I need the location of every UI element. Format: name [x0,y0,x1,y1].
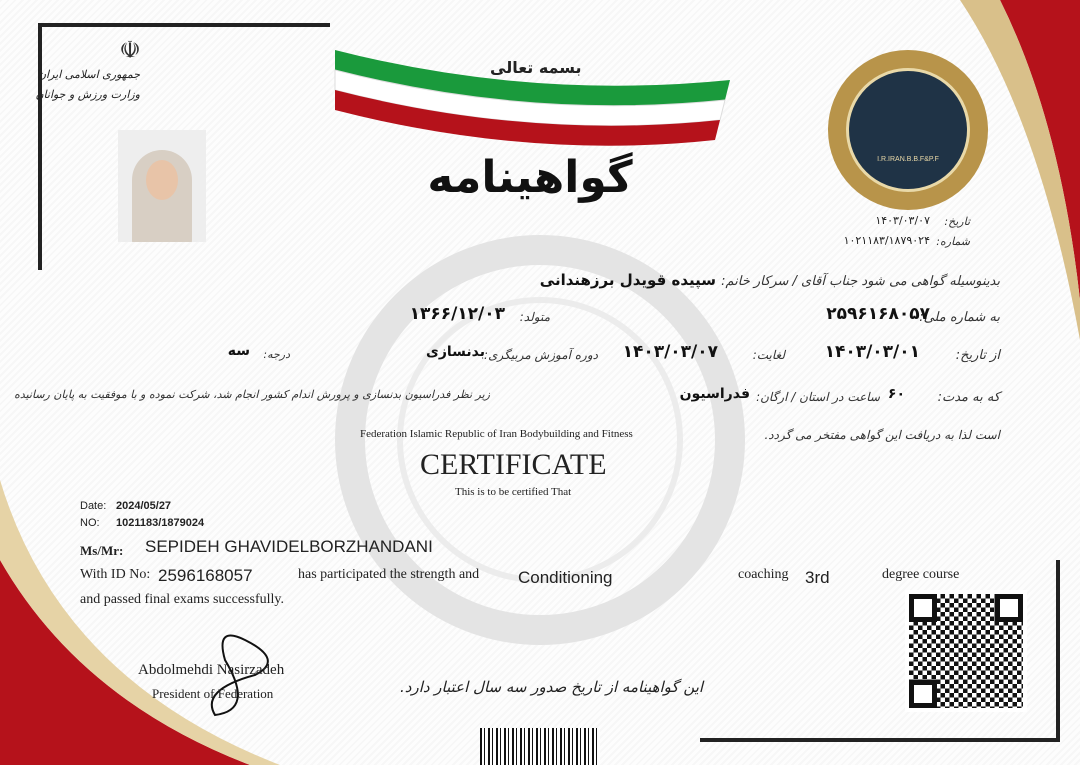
en-passed: and passed final exams successfully. [80,592,284,607]
fa-duration-label: که به مدت: [937,390,1000,405]
fa-duration: ۶۰ [887,386,905,402]
fa-supervision: زیر نظر فدراسیون بدنسازی و پرورش اندام کشور انجام شد، شرکت نموده و با موفقیت به پایان رسانیده [14,388,490,401]
fa-to-label: لغایت: [752,348,785,362]
fa-course-label: دوره آموزش مربیگری: [484,348,598,362]
fa-from: ۱۴۰۳/۰۳/۰۱ [824,342,920,362]
en-no: 1021183/1879024 [116,517,205,529]
fa-national-id: ۲۵۹۶۱۶۸۰۵۷ [826,304,930,324]
fa-birth-label: متولد: [519,310,550,324]
bismillah: بسمه تعالی [490,58,582,77]
fa-birth: ۱۳۶۶/۱۲/۰۳ [409,304,505,324]
fa-course: بدنسازی [426,344,485,360]
fa-number-label: شماره: [936,235,970,248]
signature-title: President of Federation [152,686,274,701]
fa-national-id-label: به شماره ملی: [919,310,1000,325]
en-coaching: coaching [738,567,789,582]
en-id-label: With ID No: [80,567,151,582]
en-id: 2596168057 [158,566,253,585]
iran-emblem-icon: ☫ [119,38,141,64]
signature-name: Abdolmehdi Nasirzadeh [138,662,285,678]
fa-degree-label: درجه: [263,348,290,361]
qr-code [905,590,1027,712]
holder-photo [118,130,206,242]
fa-closing: است لذا به دریافت این گواهی مفتخر می گردد. [764,428,1000,442]
fa-to: ۱۴۰۳/۰۳/۰۷ [622,342,718,362]
en-participated: has participated the strength and [298,567,480,582]
en-name-label: Ms/Mr: [80,543,124,558]
en-course: Conditioning [518,568,613,587]
fa-degree: سه [227,343,250,359]
flag-ribbon [330,40,740,150]
en-date-label: Date: [80,500,107,512]
fa-number: ۱۰۲۱۱۸۳/۱۸۷۹۰۲۴ [843,234,930,247]
fa-org: فدراسیون [679,386,750,402]
en-degree-course: degree course [882,567,960,582]
ministry-line1: جمهوری اسلامی ایران [37,68,140,81]
fa-from-label: از تاریخ: [955,348,1000,363]
fa-validity: این گواهینامه از تاریخ صدور سه سال اعتبار دارد. [400,678,704,696]
seal-text: I.R.IRAN.B.B.F&P.F [877,156,939,163]
federation-seal [828,50,988,210]
en-subtitle: This is to be certified That [455,486,572,498]
fa-date: ۱۴۰۳/۰۳/۰۷ [875,214,930,227]
fa-hours-label: ساعت در استان / ارگان: [756,390,880,404]
fa-date-label: تاریخ: [944,215,970,228]
en-name: SEPIDEH GHAVIDELBORZHANDANI [145,537,433,556]
fa-name: سپیده قویدل برزهندانی [539,271,717,289]
en-federation: Federation Islamic Republic of Iran Bodybuilding and Fitness [360,428,633,440]
en-no-label: NO: [80,517,100,529]
en-degree: 3rd [805,568,830,587]
en-title: CERTIFICATE [420,448,607,481]
page-title: گواهینامه [427,152,633,203]
en-date: 2024/05/27 [116,500,172,512]
fa-intro: بدینوسیله گواهی می شود جناب آقای / سرکار خانم: [721,274,1000,289]
barcode [480,728,600,765]
ministry-line2: وزارت ورزش و جوانان [35,88,140,101]
